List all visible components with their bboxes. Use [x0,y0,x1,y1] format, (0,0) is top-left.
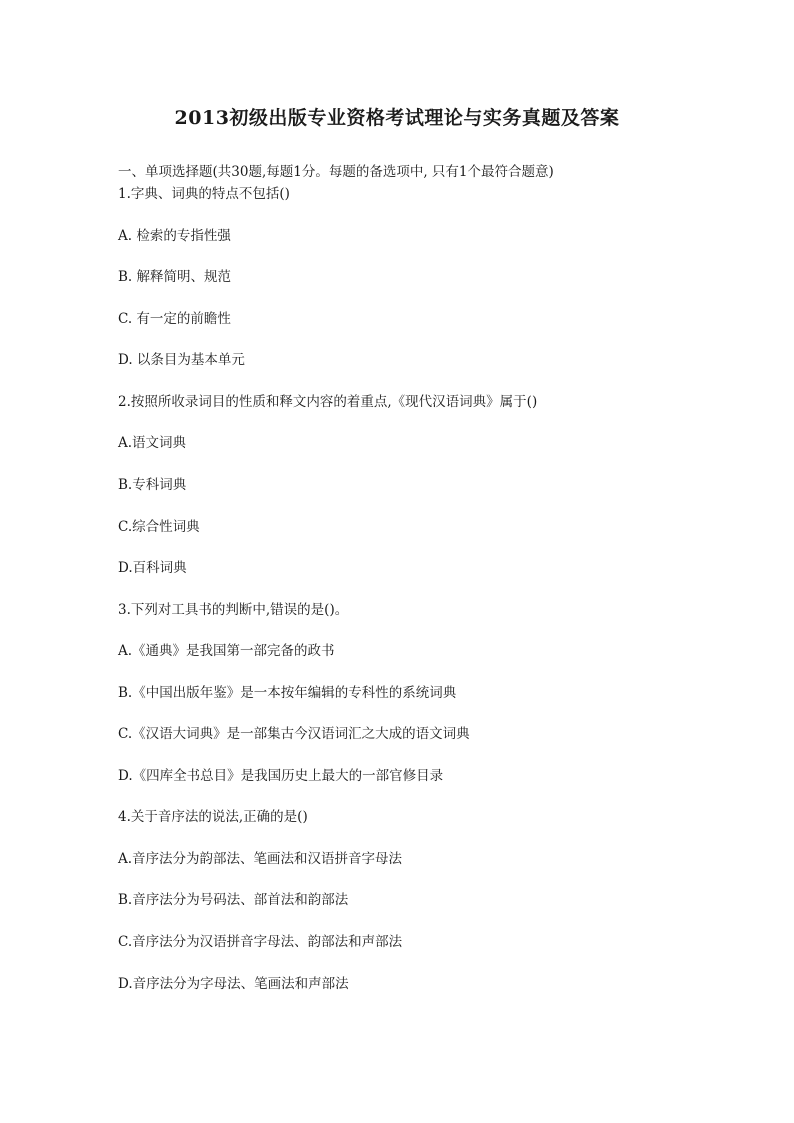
question-option: D.《四库全书总目》是我国历史上最大的一部官修目录 [118,768,444,784]
question-option: C.综合性词典 [118,519,200,535]
question-option: A.音序法分为韵部法、笔画法和汉语拼音字母法 [118,851,403,867]
question-option: B.《中国出版年鉴》是一本按年编辑的专科性的系统词典 [118,685,457,701]
question-option: C.《汉语大词典》是一部集古今汉语词汇之大成的语文词典 [118,726,470,742]
question-option: A.语文词典 [118,435,187,451]
question-option: A.《通典》是我国第一部完备的政书 [118,643,335,659]
question-option: B. 解释简明、规范 [118,269,232,285]
question-option: D. 以条目为基本单元 [118,352,245,368]
question-option: A. 检索的专指性强 [118,228,231,244]
question-option: C. 有一定的前瞻性 [118,311,231,327]
question-stem: 2.按照所收录词目的性质和释文内容的着重点,《现代汉语词典》属于() [118,394,538,410]
section-header: 一、单项选择题(共30题,每题1分。每题的备选项中, 只有1个最符合题意) [118,164,554,180]
question-option: B.专科词典 [118,477,187,493]
question-option: C.音序法分为汉语拼音字母法、韵部法和声部法 [118,934,403,950]
question-option: D.百科词典 [118,560,187,576]
question-option: B.音序法分为号码法、部首法和韵部法 [118,892,349,908]
question-stem: 1.字典、词典的特点不包括() [118,186,290,202]
question-stem: 3.下列对工具书的判断中,错误的是()。 [118,602,349,618]
question-option: D.音序法分为字母法、笔画法和声部法 [118,976,349,992]
question-stem: 4.关于音序法的说法,正确的是() [118,809,308,825]
document-title: 2013初级出版专业资格考试理论与实务真题及答案 [174,107,620,129]
